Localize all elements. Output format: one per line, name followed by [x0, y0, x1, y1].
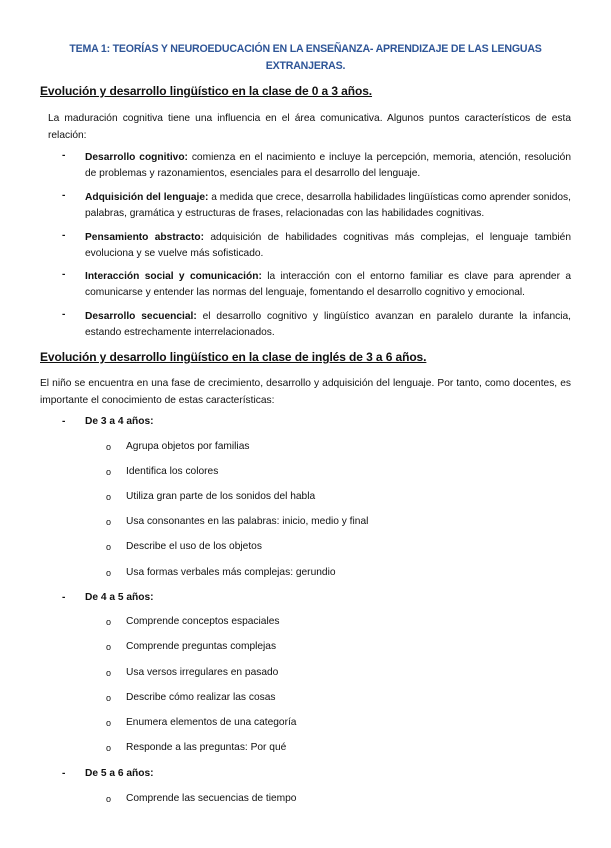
- section2-heading: Evolución y desarrollo lingüístico en la clase de inglés de 3 a 6 años.: [40, 350, 427, 364]
- sub-bullet-marker: o: [106, 568, 112, 578]
- bullet-marker: -: [62, 592, 66, 603]
- item-term: Pensamiento abstracto:: [85, 232, 205, 243]
- group-label: De 4 a 5 años:: [85, 592, 154, 603]
- sub-list-item: Agrupa objetos por familias: [126, 441, 250, 452]
- list-item: [85, 190, 571, 222]
- sub-bullet-marker: o: [106, 693, 112, 703]
- section1-heading: Evolución y desarrollo lingüístico en la clase de 0 a 3 años.: [40, 84, 373, 98]
- sub-list-item: Usa consonantes en las palabras: inicio, medio y final: [126, 516, 369, 527]
- item-text: a medida que crece, desarrolla habilidades lingüísticas como aprender sonidos, palabras, gramática y estructuras de frases, relacionadas con las habilidades cognitivas.: [85, 192, 571, 219]
- bullet-marker: -: [62, 269, 66, 280]
- sub-bullet-marker: o: [106, 642, 112, 652]
- sub-list-item: Comprende las secuencias de tiempo: [126, 793, 297, 804]
- sub-list-item: Usa formas verbales más complejas: gerundio: [126, 567, 336, 578]
- sub-bullet-marker: o: [106, 743, 112, 753]
- item-text: comienza en el nacimiento e incluye la percepción, memoria, atención, resolución de problemas y razonamientos, esenciales para el desarrollo del lenguaje.: [85, 152, 572, 179]
- bullet-marker: -: [62, 150, 66, 161]
- item-text: adquisición de habilidades cognitivas más complejas, el lenguaje también evoluciona y se vuelve más sofisticado.: [85, 232, 571, 259]
- sub-list-item: Comprende conceptos espaciales: [126, 616, 280, 627]
- sub-bullet-marker: o: [106, 467, 112, 477]
- bullet-marker: -: [62, 190, 66, 201]
- sub-list-item: Utiliza gran parte de los sonidos del habla: [126, 491, 316, 502]
- section2-intro: El niño se encuentra en una fase de crecimiento, desarrollo y adquisición del lenguaje. Por tanto, como docentes, es importante el conocimiento de estas características:: [40, 378, 571, 406]
- document-title: TEMA 1: TEORÍAS Y NEUROEDUCACIÓN EN LA ENSEÑANZA- APRENDIZAJE DE LAS LENGUAS EXTRANJERAS.: [69, 43, 542, 72]
- group-label: De 5 a 6 años:: [85, 768, 154, 779]
- section1-intro: La maduración cognitiva tiene una influencia en el área comunicativa. Algunos puntos característicos de esta relación:: [48, 113, 571, 141]
- bullet-marker: -: [62, 416, 66, 427]
- item-term: Desarrollo cognitivo:: [85, 152, 188, 163]
- sub-list-item: Comprende preguntas complejas: [126, 641, 277, 652]
- bullet-marker: -: [62, 230, 66, 241]
- item-text: la interacción con el entorno familiar es clave para aprender a comunicarse y entender las normas del lenguaje, fomentando el desarrollo cognitivo y emocional.: [85, 271, 571, 298]
- sub-bullet-marker: o: [106, 794, 112, 804]
- item-term: Desarrollo secuencial:: [85, 311, 197, 322]
- sub-list-item: Identifica los colores: [126, 466, 219, 477]
- list-item: [85, 230, 571, 262]
- sub-list-item: Describe el uso de los objetos: [126, 541, 262, 552]
- item-text: el desarrollo cognitivo y lingüístico avanzan en paralelo durante la infancia, estando estrechamente interrelacionados.: [85, 311, 571, 338]
- item-term: Adquisición del lenguaje:: [85, 192, 209, 203]
- list-item: [85, 269, 571, 301]
- bullet-marker: -: [62, 309, 66, 320]
- sub-bullet-marker: o: [106, 668, 112, 678]
- sub-bullet-marker: o: [106, 442, 112, 452]
- sub-bullet-marker: o: [106, 492, 112, 502]
- sub-list-item: Enumera elementos de una categoría: [126, 717, 297, 728]
- group-label: De 3 a 4 años:: [85, 416, 154, 427]
- bullet-marker: -: [62, 768, 66, 779]
- list-item: [85, 150, 571, 182]
- sub-bullet-marker: o: [106, 718, 112, 728]
- item-term: Interacción social y comunicación:: [85, 271, 262, 282]
- list-item: [85, 309, 571, 341]
- sub-bullet-marker: o: [106, 542, 112, 552]
- sub-list-item: Describe cómo realizar las cosas: [126, 692, 276, 703]
- sub-bullet-marker: o: [106, 617, 112, 627]
- sub-list-item: Usa versos irregulares en pasado: [126, 667, 279, 678]
- sub-bullet-marker: o: [106, 517, 112, 527]
- sub-list-item: Responde a las preguntas: Por qué: [126, 742, 287, 753]
